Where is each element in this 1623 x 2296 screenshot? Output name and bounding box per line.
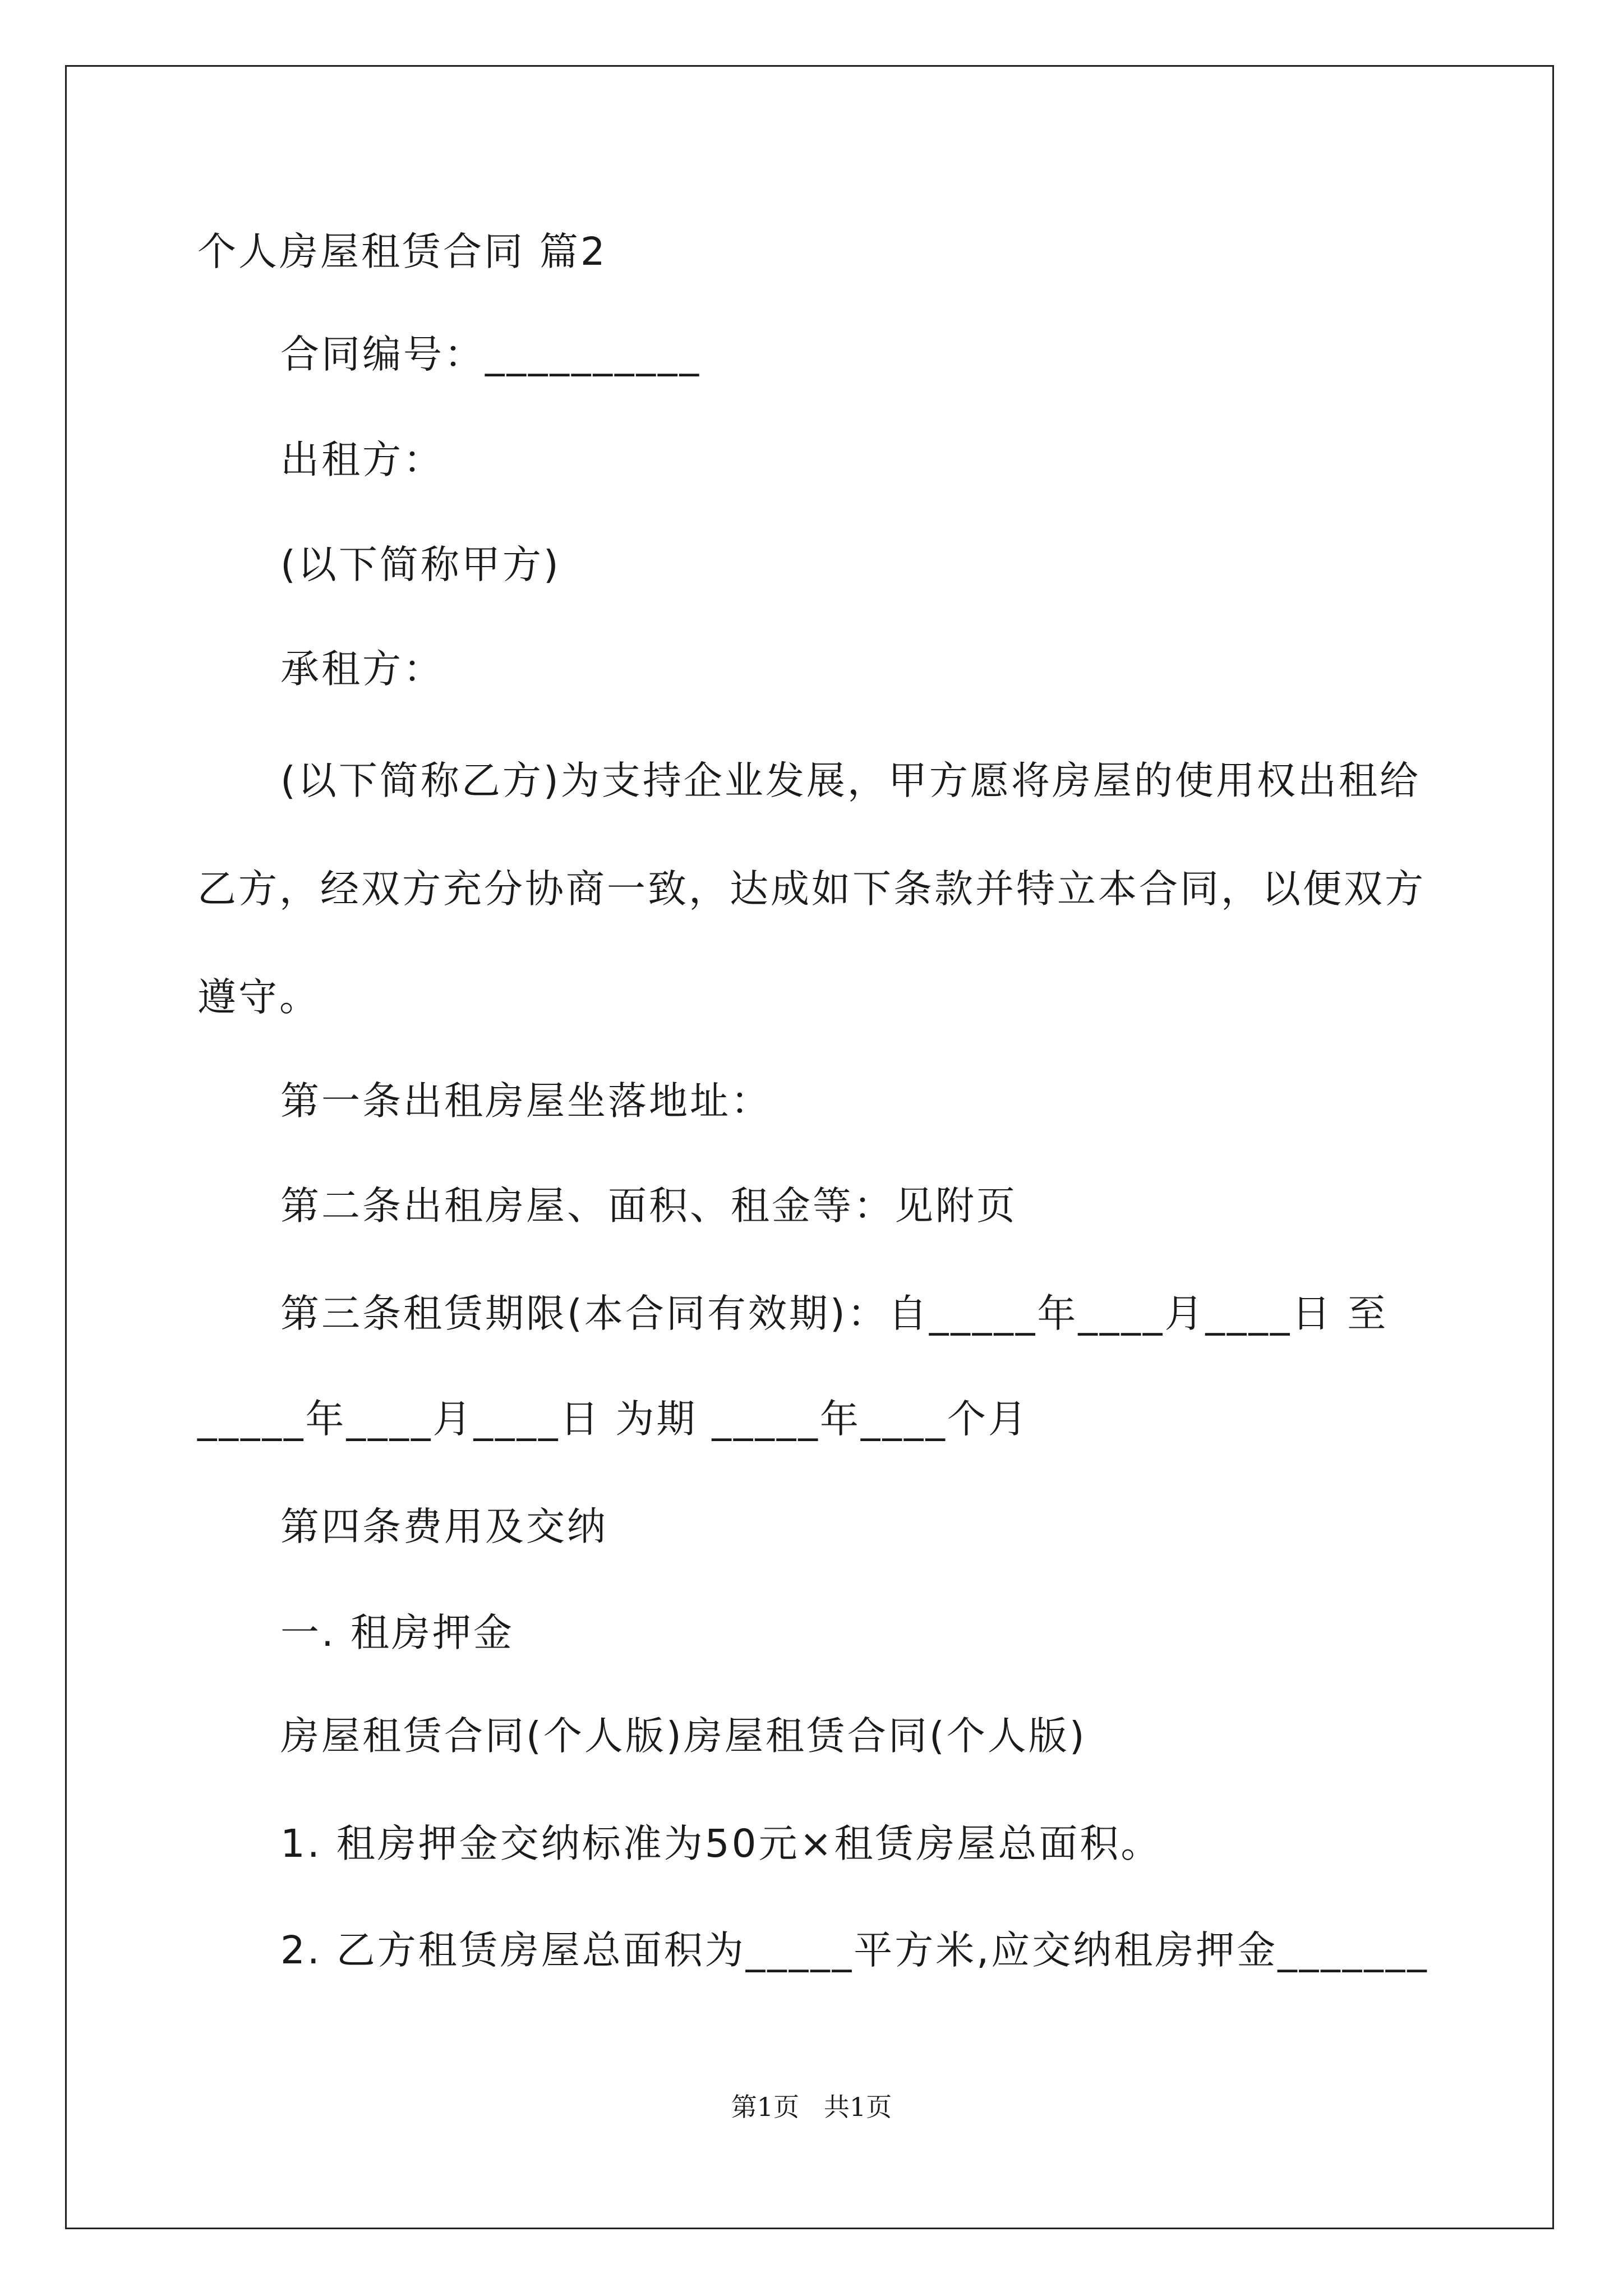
page-border (65, 65, 1554, 2229)
deposit-item-2-line: 2. 乙方租赁房屋总面积为_____平方米,应交纳租房押金_______ (280, 1928, 1429, 1973)
lessor-line: 出租方： (280, 438, 444, 482)
paragraph-line: 遵守。 (197, 975, 320, 1020)
deposit-item-1-line: 1. 租房押金交纳标准为50元×租赁房屋总面积。 (280, 1821, 1162, 1866)
contract-version-line: 房屋租赁合同(个人版)房屋租赁合同(个人版) (280, 1714, 1087, 1759)
contract-number-line: 合同编号：__________ (280, 332, 701, 377)
page-footer: 第1页 共1页 (731, 2092, 892, 2122)
document-title: 个人房屋租赁合同 篇2 (197, 229, 607, 274)
paragraph-line: 乙方，经双方充分协商一致，达成如下条款并特立本合同，以便双方 (197, 867, 1426, 912)
article-four-line: 第四条费用及交纳 (280, 1504, 608, 1549)
article-two-line: 第二条出租房屋、面积、租金等：见附页 (280, 1184, 1017, 1228)
lessee-line: 承租方： (280, 647, 444, 692)
article-one-line: 第一条出租房屋坐落地址： (280, 1079, 772, 1124)
paragraph-line: (以下简称乙方)为支持企业发展，甲方愿将房屋的使用权出租给 (280, 758, 1421, 803)
lessor-abbrev-line: (以下简称甲方) (280, 542, 561, 587)
article-three-continued-line: _____年____月____日 为期 _____年____个月 (197, 1397, 1029, 1442)
article-three-line: 第三条租赁期限(本合同有效期)：自_____年____月____日 至 (280, 1291, 1389, 1336)
deposit-heading-line: 一. 租房押金 (280, 1611, 514, 1655)
